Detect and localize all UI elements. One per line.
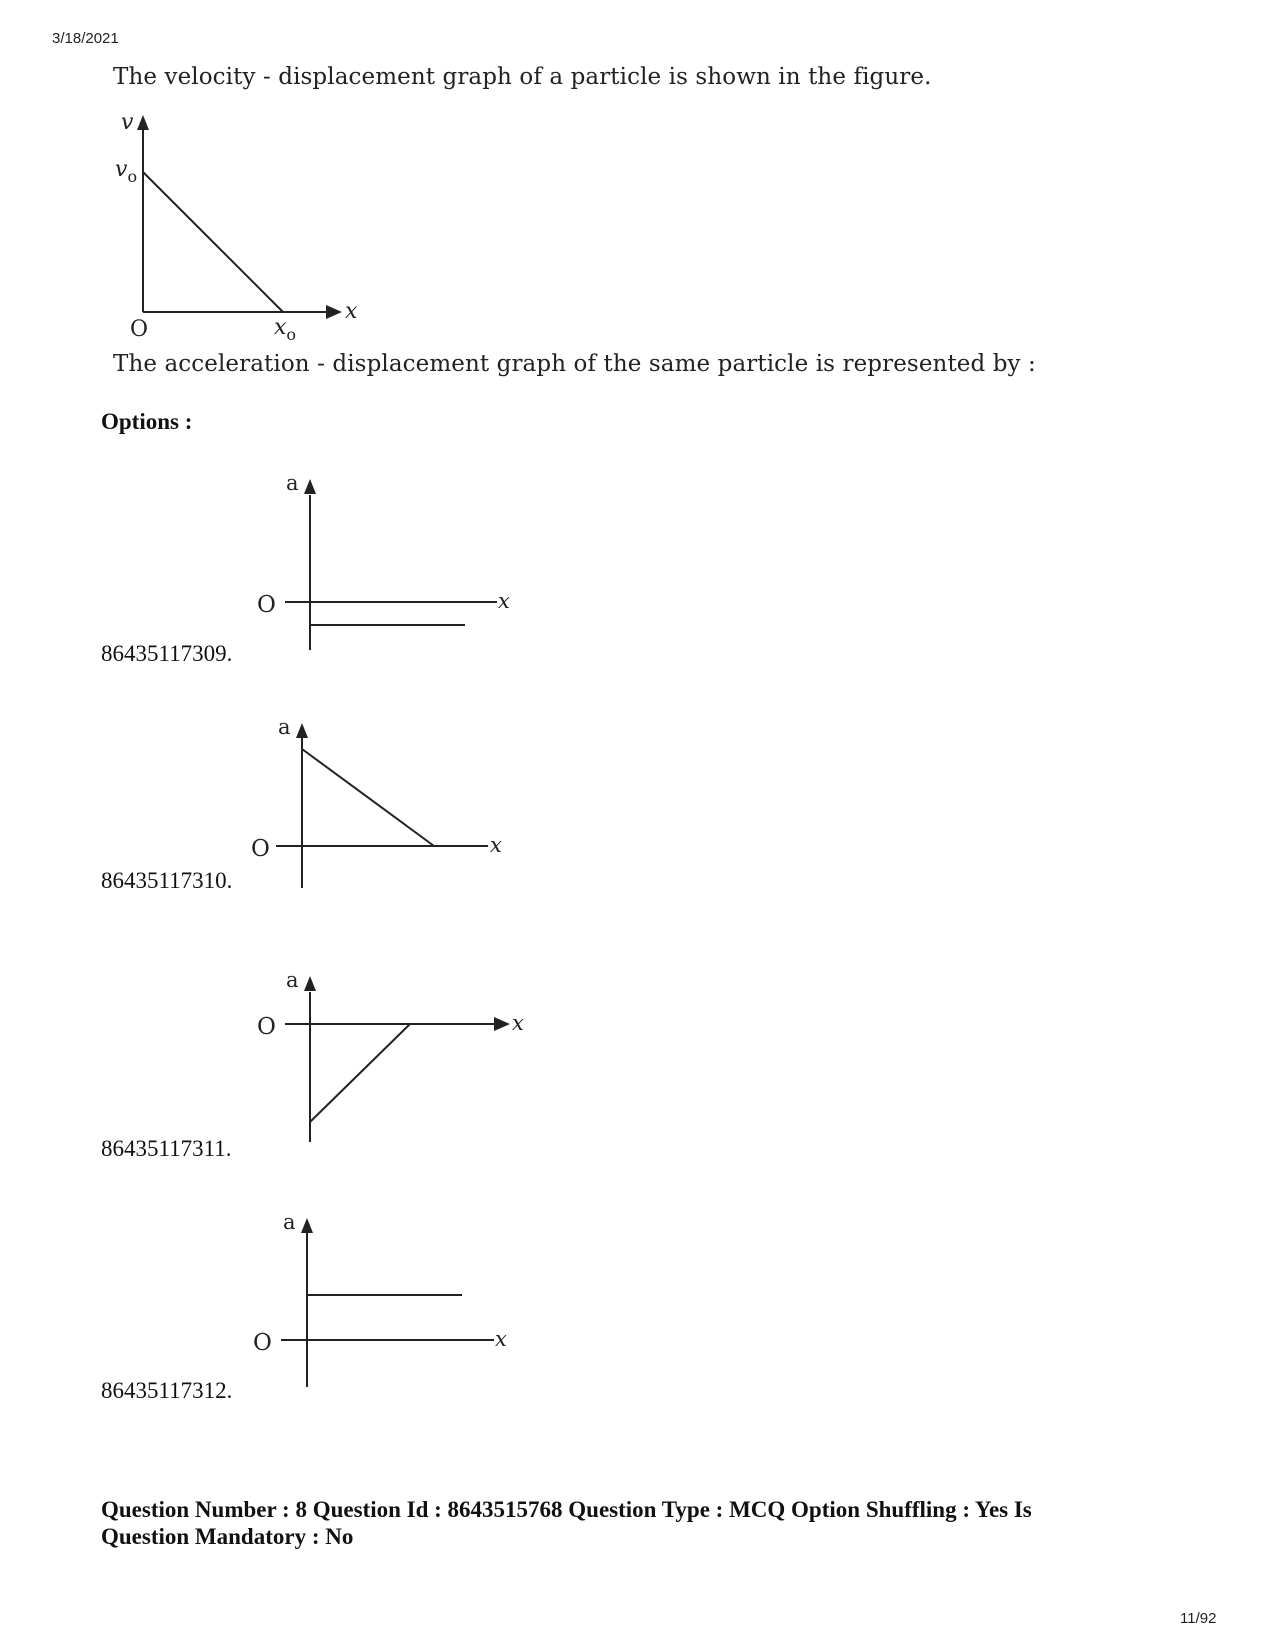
header-date: 3/18/2021 — [52, 30, 119, 47]
opt2-y-label: a — [278, 715, 291, 739]
vx-y-tick: $v_o$ — [115, 157, 138, 186]
option-3-graph — [257, 968, 524, 1142]
opt3-y-arrow-icon — [304, 976, 316, 991]
opt2-origin-label: O — [251, 836, 270, 862]
question-followup: The acceleration - displacement graph of the same particle is represented by : — [113, 351, 1036, 377]
opt4-y-arrow-icon — [301, 1218, 313, 1233]
option-2-graph — [251, 715, 502, 888]
opt4-origin-label: O — [253, 1330, 272, 1356]
opt1-y-label: a — [286, 471, 299, 495]
opt2-x-label: x — [490, 833, 502, 857]
options-label: Options : — [101, 409, 193, 434]
option-3-id[interactable]: 86435117311. — [101, 1136, 232, 1161]
opt1-origin-label: O — [257, 592, 276, 618]
opt4-x-label: x — [495, 1327, 507, 1351]
option-2-id[interactable]: 86435117310. — [101, 868, 233, 893]
opt1-y-arrow-icon — [304, 479, 316, 494]
question-metadata-line-2: Question Mandatory : No — [101, 1524, 354, 1549]
question-stem: The velocity - displacement graph of a particle is shown in the figure. — [113, 64, 932, 90]
question-metadata — [101, 1496, 1181, 1550]
question-metadata-line-1: Question Number : 8 Question Id : 8643515768 Question Type : MCQ Option Shuffling : Yes Is — [101, 1497, 1032, 1522]
vx-x-label: x — [345, 299, 358, 324]
option-1-id[interactable]: 86435117309. — [101, 641, 233, 666]
opt3-y-label: a — [286, 968, 299, 992]
vx-x-tick: $x_o$ — [274, 315, 297, 344]
opt4-y-label: a — [283, 1210, 296, 1234]
page-number: 11/92 — [1180, 1610, 1217, 1627]
option-4-graph — [253, 1210, 507, 1387]
opt1-x-label: x — [498, 589, 510, 613]
opt3-x-arrow-icon — [494, 1017, 510, 1031]
vx-y-label: v — [121, 110, 134, 135]
option-4-id[interactable]: 86435117312. — [101, 1378, 233, 1403]
opt3-x-label: x — [512, 1011, 524, 1035]
vx-origin-label: O — [130, 317, 149, 342]
opt2-data-line — [302, 749, 434, 846]
opt3-data-line — [310, 1024, 410, 1122]
opt3-origin-label: O — [257, 1014, 276, 1040]
option-1-graph — [257, 471, 510, 650]
opt2-y-arrow-icon — [296, 723, 308, 738]
